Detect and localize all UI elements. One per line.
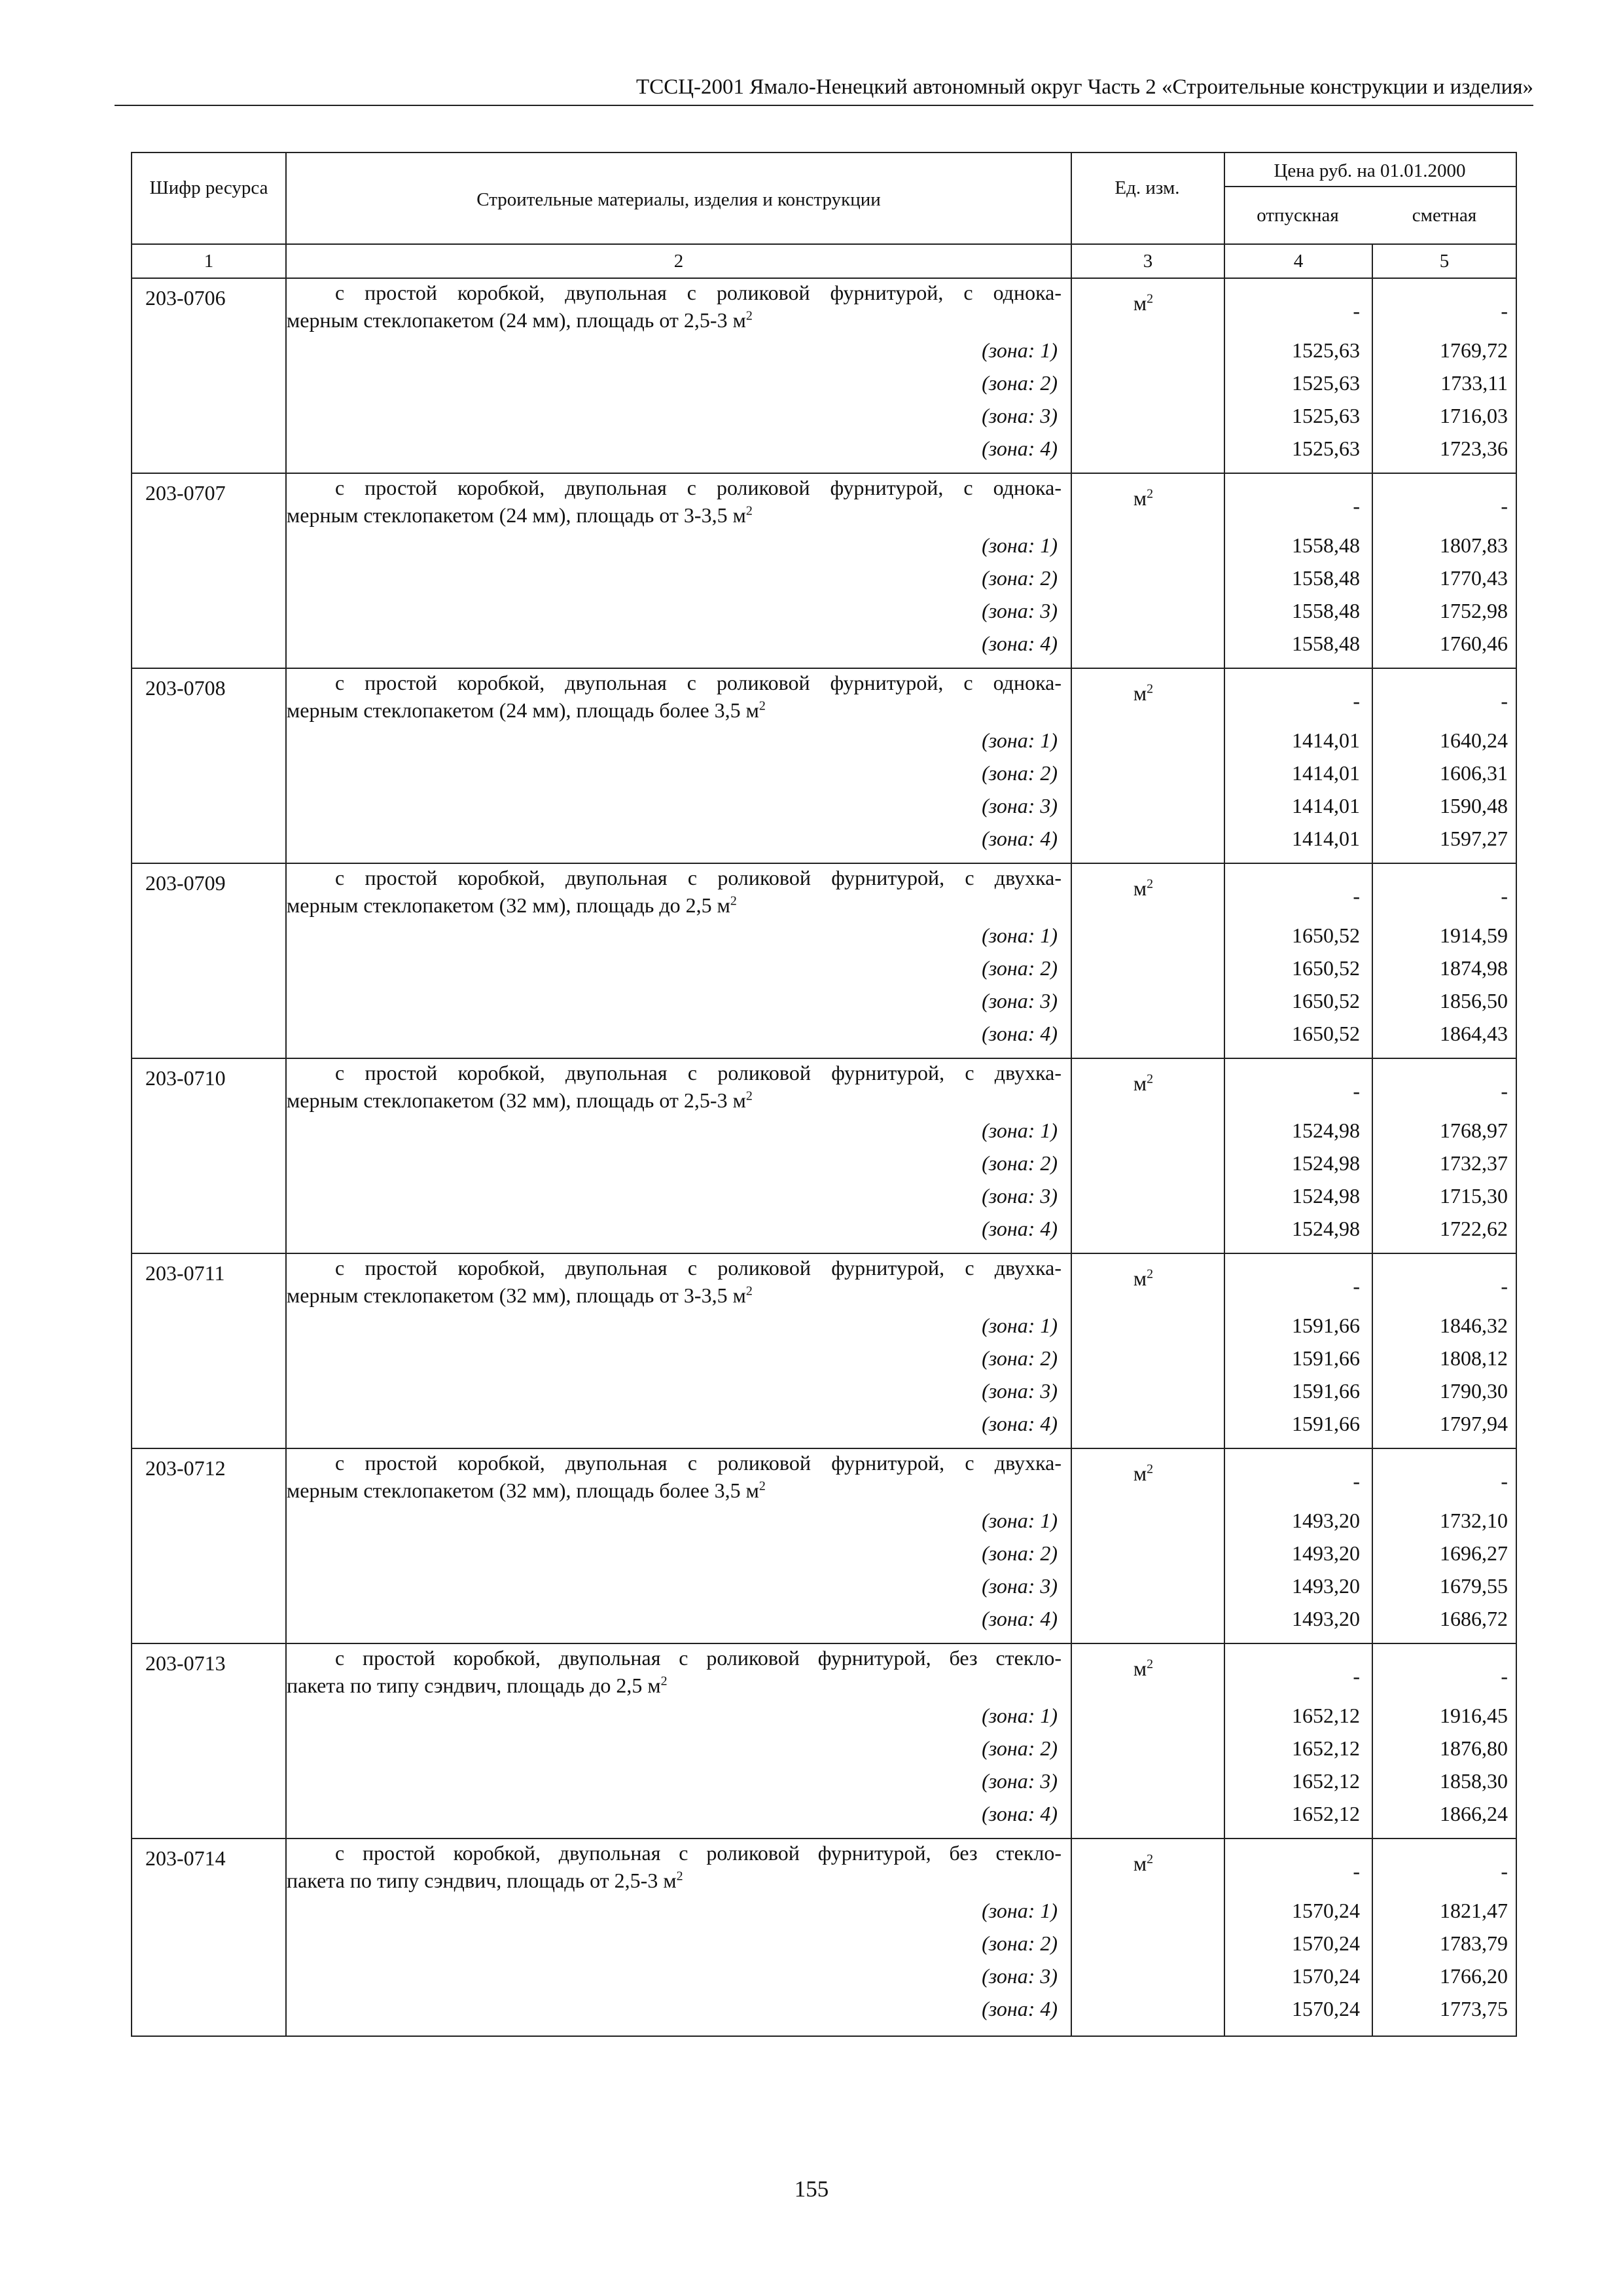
price-release: 1414,01 — [1292, 761, 1360, 785]
page-number: 155 — [794, 2176, 829, 2202]
resource-description-line1: с простой коробкой, двупольная с роликовой фурнитурой, с двухка- — [335, 1061, 1061, 1085]
price-release: 1591,66 — [1292, 1379, 1360, 1403]
price-estimate: 1679,55 — [1440, 1574, 1508, 1598]
zone-label: (зона: 1) — [982, 1314, 1058, 1337]
zone-label: (зона: 4) — [982, 1412, 1058, 1435]
price-estimate-dash: - — [1501, 1859, 1508, 1883]
price-estimate-dash: - — [1501, 689, 1508, 713]
price-estimate: 1846,32 — [1440, 1314, 1508, 1337]
price-estimate: 1696,27 — [1440, 1541, 1508, 1565]
price-release-dash: - — [1353, 299, 1360, 323]
header-price-group: Цена руб. на 01.01.2000 — [1274, 160, 1466, 181]
zone-label: (зона: 3) — [982, 1574, 1058, 1598]
zone-label: (зона: 2) — [982, 1736, 1058, 1760]
resource-description-line1: с простой коробкой, двупольная с роликовой фурнитурой, с однока- — [335, 281, 1061, 304]
unit-of-measure — [1072, 287, 1215, 319]
unit-of-measure — [1072, 1457, 1215, 1490]
price-estimate: 1597,27 — [1440, 827, 1508, 850]
zone-label: (зона: 2) — [982, 1346, 1058, 1370]
zone-label: (зона: 1) — [982, 1119, 1058, 1142]
price-release: 1650,52 — [1292, 989, 1360, 1013]
unit-base: м — [1133, 486, 1147, 510]
price-release: 1558,48 — [1292, 533, 1360, 557]
price-release: 1570,24 — [1292, 1964, 1360, 1988]
zone-label: (зона: 3) — [982, 989, 1058, 1013]
resource-description-line2 — [287, 889, 1061, 922]
price-release: 1414,01 — [1292, 794, 1360, 817]
zone-label: (зона: 1) — [982, 1509, 1058, 1532]
price-release-dash: - — [1353, 1274, 1360, 1298]
zone-label: (зона: 4) — [982, 1802, 1058, 1825]
price-release: 1591,66 — [1292, 1314, 1360, 1337]
zone-label: (зона: 4) — [982, 632, 1058, 655]
unit-of-measure — [1072, 1652, 1215, 1685]
zone-label: (зона: 1) — [982, 533, 1058, 557]
zone-label: (зона: 3) — [982, 794, 1058, 817]
price-release: 1650,52 — [1292, 956, 1360, 980]
unit-base: м — [1133, 1657, 1147, 1680]
price-estimate-dash: - — [1501, 1664, 1508, 1688]
price-estimate: 1760,46 — [1440, 632, 1508, 655]
price-release: 1524,98 — [1292, 1184, 1360, 1208]
price-estimate: 1807,83 — [1440, 533, 1508, 557]
resource-description-line2 — [287, 1279, 1061, 1312]
price-estimate: 1874,98 — [1440, 956, 1508, 980]
resource-description-line1: с простой коробкой, двупольная с роликовой фурнитурой, с однока- — [335, 671, 1061, 694]
zone-label: (зона: 3) — [982, 1379, 1058, 1403]
resource-code: 203-0714 — [145, 1846, 226, 1870]
price-estimate: 1722,62 — [1440, 1217, 1508, 1240]
resource-code: 203-0708 — [145, 676, 226, 700]
zone-label: (зона: 4) — [982, 437, 1058, 460]
price-estimate: 1732,10 — [1440, 1509, 1508, 1532]
price-estimate: 1768,97 — [1440, 1119, 1508, 1142]
price-estimate: 1769,72 — [1440, 338, 1508, 362]
price-estimate: 1866,24 — [1440, 1802, 1508, 1825]
price-release: 1591,66 — [1292, 1346, 1360, 1370]
price-estimate: 1876,80 — [1440, 1736, 1508, 1760]
unit-exponent: 2 — [1147, 681, 1154, 696]
price-release: 1414,01 — [1292, 728, 1360, 752]
unit-of-measure — [1072, 872, 1215, 905]
price-estimate: 1770,43 — [1440, 566, 1508, 590]
price-estimate: 1752,98 — [1440, 599, 1508, 622]
column-number: 4 — [1293, 251, 1304, 272]
price-release: 1650,52 — [1292, 924, 1360, 947]
price-estimate: 1640,24 — [1440, 728, 1508, 752]
resource-description-line2 — [287, 694, 1061, 726]
resource-description-line2 — [287, 304, 1061, 336]
resource-code: 203-0713 — [145, 1651, 226, 1675]
zone-label: (зона: 1) — [982, 924, 1058, 947]
description-text: мерным стеклопакетом (24 мм), площадь более 3,5 м — [287, 698, 759, 722]
price-estimate: 1590,48 — [1440, 794, 1508, 817]
area-unit-exponent: 2 — [758, 698, 766, 713]
header-unit: Ед. изм. — [1115, 177, 1180, 198]
zone-label: (зона: 3) — [982, 404, 1058, 427]
resource-description-line2 — [287, 1474, 1061, 1507]
resource-code: 203-0707 — [145, 481, 226, 505]
resource-description-line1: с простой коробкой, двупольная с роликовой фурнитурой, с двухка- — [335, 1451, 1061, 1475]
price-release-dash: - — [1353, 1469, 1360, 1493]
zone-label: (зона: 4) — [982, 1217, 1058, 1240]
price-estimate-dash: - — [1501, 1274, 1508, 1298]
price-estimate-dash: - — [1501, 1079, 1508, 1103]
description-text: мерным стеклопакетом (32 мм), площадь от 2,5-3 м — [287, 1088, 746, 1112]
zone-label: (зона: 2) — [982, 956, 1058, 980]
zone-label: (зона: 3) — [982, 599, 1058, 622]
price-release: 1570,24 — [1292, 1899, 1360, 1922]
description-text: пакета по типу сэндвич, площадь до 2,5 м — [287, 1674, 661, 1697]
unit-of-measure — [1072, 1847, 1215, 1880]
header-price-release: отпускная — [1257, 205, 1339, 226]
price-estimate: 1773,75 — [1440, 1997, 1508, 2020]
price-release: 1493,20 — [1292, 1541, 1360, 1565]
price-estimate: 1723,36 — [1440, 437, 1508, 460]
price-estimate: 1783,79 — [1440, 1931, 1508, 1955]
price-group-rule — [1224, 186, 1516, 187]
price-estimate: 1686,72 — [1440, 1607, 1508, 1630]
price-release: 1558,48 — [1292, 632, 1360, 655]
description-text: мерным стеклопакетом (24 мм), площадь от 2,5-3 м — [287, 308, 746, 332]
unit-of-measure — [1072, 1262, 1215, 1295]
area-unit-exponent: 2 — [745, 1283, 753, 1299]
area-unit-exponent: 2 — [676, 1869, 683, 1884]
zone-label: (зона: 4) — [982, 827, 1058, 850]
price-estimate: 1716,03 — [1440, 404, 1508, 427]
resource-code: 203-0709 — [145, 871, 226, 895]
header-code: Шифр ресурса — [149, 177, 268, 198]
price-estimate: 1715,30 — [1440, 1184, 1508, 1208]
zone-label: (зона: 1) — [982, 1899, 1058, 1922]
unit-base: м — [1133, 1462, 1147, 1485]
header-name: Строительные материалы, изделия и конструкции — [476, 189, 881, 210]
price-release-dash: - — [1353, 1079, 1360, 1103]
price-estimate: 1606,31 — [1440, 761, 1508, 785]
price-table — [131, 152, 1517, 2037]
resource-description-line1: с простой коробкой, двупольная с роликовой фурнитурой, с двухка- — [335, 866, 1061, 889]
price-release-dash: - — [1353, 689, 1360, 713]
price-estimate-dash: - — [1501, 884, 1508, 908]
description-text: пакета по типу сэндвич, площадь от 2,5-3 м — [287, 1869, 677, 1892]
description-text: мерным стеклопакетом (32 мм), площадь до 2,5 м — [287, 893, 730, 917]
unit-of-measure — [1072, 677, 1215, 709]
price-release-dash: - — [1353, 494, 1360, 518]
price-estimate: 1821,47 — [1440, 1899, 1508, 1922]
price-estimate: 1808,12 — [1440, 1346, 1508, 1370]
area-unit-exponent: 2 — [660, 1674, 668, 1689]
unit-exponent: 2 — [1147, 1657, 1154, 1672]
unit-base: м — [1133, 1071, 1147, 1095]
zone-label: (зона: 2) — [982, 566, 1058, 590]
price-estimate-dash: - — [1501, 299, 1508, 323]
resource-description-line2 — [287, 1084, 1061, 1117]
resource-description-line2 — [287, 1864, 1061, 1897]
price-release: 1414,01 — [1292, 827, 1360, 850]
resource-code: 203-0712 — [145, 1456, 226, 1480]
zone-label: (зона: 2) — [982, 371, 1058, 395]
resource-description-line1: с простой коробкой, двупольная с роликовой фурнитурой, без стекло- — [335, 1646, 1061, 1670]
unit-exponent: 2 — [1147, 1071, 1154, 1086]
zone-label: (зона: 2) — [982, 761, 1058, 785]
price-release: 1493,20 — [1292, 1509, 1360, 1532]
price-estimate-dash: - — [1501, 494, 1508, 518]
zone-label: (зона: 3) — [982, 1964, 1058, 1988]
unit-exponent: 2 — [1147, 1852, 1154, 1867]
area-unit-exponent: 2 — [758, 1479, 766, 1494]
unit-exponent: 2 — [1147, 486, 1154, 501]
zone-label: (зона: 3) — [982, 1184, 1058, 1208]
zone-label: (зона: 1) — [982, 1704, 1058, 1727]
price-release: 1525,63 — [1292, 437, 1360, 460]
header-price-estimate: сметная — [1412, 205, 1477, 226]
zone-label: (зона: 1) — [982, 728, 1058, 752]
price-release: 1558,48 — [1292, 599, 1360, 622]
price-release: 1652,12 — [1292, 1704, 1360, 1727]
resource-description-line1: с простой коробкой, двупольная с роликовой фурнитурой, без стекло- — [335, 1841, 1061, 1865]
resource-code: 203-0711 — [145, 1261, 225, 1285]
price-release: 1570,24 — [1292, 1931, 1360, 1955]
unit-base: м — [1133, 291, 1147, 315]
price-estimate: 1914,59 — [1440, 924, 1508, 947]
unit-base: м — [1133, 1852, 1147, 1875]
price-release: 1525,63 — [1292, 338, 1360, 362]
area-unit-exponent: 2 — [745, 1088, 753, 1103]
zone-label: (зона: 2) — [982, 1151, 1058, 1175]
price-estimate: 1790,30 — [1440, 1379, 1508, 1403]
description-text: мерным стеклопакетом (32 мм), площадь от 3-3,5 м — [287, 1283, 746, 1307]
price-release: 1525,63 — [1292, 371, 1360, 395]
zone-label: (зона: 2) — [982, 1931, 1058, 1955]
resource-description-line2 — [287, 499, 1061, 531]
price-release: 1493,20 — [1292, 1574, 1360, 1598]
price-release: 1493,20 — [1292, 1607, 1360, 1630]
resource-description-line2 — [287, 1669, 1061, 1702]
price-release-dash: - — [1353, 884, 1360, 908]
area-unit-exponent: 2 — [730, 893, 737, 908]
price-release: 1558,48 — [1292, 566, 1360, 590]
price-release: 1650,52 — [1292, 1022, 1360, 1045]
price-estimate: 1797,94 — [1440, 1412, 1508, 1435]
unit-base: м — [1133, 876, 1147, 900]
unit-exponent: 2 — [1147, 1462, 1154, 1477]
column-number: 5 — [1439, 251, 1450, 272]
resource-code: 203-0710 — [145, 1066, 226, 1090]
unit-exponent: 2 — [1147, 876, 1154, 891]
running-header: ТССЦ-2001 Ямало-Ненецкий автономный округ Часть 2 «Строительные конструкции и изделия» — [636, 75, 1533, 99]
price-release: 1524,98 — [1292, 1119, 1360, 1142]
zone-label: (зона: 4) — [982, 1607, 1058, 1630]
price-estimate-dash: - — [1501, 1469, 1508, 1493]
price-release: 1570,24 — [1292, 1997, 1360, 2020]
unit-base: м — [1133, 681, 1147, 705]
unit-exponent: 2 — [1147, 1266, 1154, 1282]
price-estimate: 1766,20 — [1440, 1964, 1508, 1988]
resource-code: 203-0706 — [145, 286, 226, 310]
area-unit-exponent: 2 — [745, 308, 753, 323]
unit-exponent: 2 — [1147, 291, 1154, 306]
price-release: 1591,66 — [1292, 1412, 1360, 1435]
unit-of-measure — [1072, 1067, 1215, 1100]
price-estimate: 1856,50 — [1440, 989, 1508, 1013]
description-text: мерным стеклопакетом (32 мм), площадь более 3,5 м — [287, 1479, 759, 1502]
header-rule — [115, 105, 1533, 106]
price-release: 1524,98 — [1292, 1217, 1360, 1240]
price-release: 1652,12 — [1292, 1736, 1360, 1760]
price-release: 1652,12 — [1292, 1802, 1360, 1825]
resource-description-line1: с простой коробкой, двупольная с роликовой фурнитурой, с двухка- — [335, 1256, 1061, 1280]
zone-label: (зона: 2) — [982, 1541, 1058, 1565]
price-estimate: 1916,45 — [1440, 1704, 1508, 1727]
zone-label: (зона: 1) — [982, 338, 1058, 362]
resource-description-line1: с простой коробкой, двупольная с роликовой фурнитурой, с однока- — [335, 476, 1061, 499]
price-estimate: 1864,43 — [1440, 1022, 1508, 1045]
description-text: мерным стеклопакетом (24 мм), площадь от 3-3,5 м — [287, 503, 746, 527]
price-estimate: 1858,30 — [1440, 1769, 1508, 1793]
column-number: 2 — [673, 251, 684, 272]
price-release: 1525,63 — [1292, 404, 1360, 427]
unit-base: м — [1133, 1266, 1147, 1290]
price-release-dash: - — [1353, 1664, 1360, 1688]
area-unit-exponent: 2 — [745, 503, 753, 518]
column-number: 3 — [1143, 251, 1153, 272]
price-release: 1652,12 — [1292, 1769, 1360, 1793]
price-estimate: 1732,37 — [1440, 1151, 1508, 1175]
price-release-dash: - — [1353, 1859, 1360, 1883]
unit-of-measure — [1072, 482, 1215, 514]
zone-label: (зона: 4) — [982, 1997, 1058, 2020]
zone-label: (зона: 3) — [982, 1769, 1058, 1793]
price-release: 1524,98 — [1292, 1151, 1360, 1175]
price-estimate: 1733,11 — [1440, 371, 1508, 395]
column-number: 1 — [204, 251, 214, 272]
zone-label: (зона: 4) — [982, 1022, 1058, 1045]
